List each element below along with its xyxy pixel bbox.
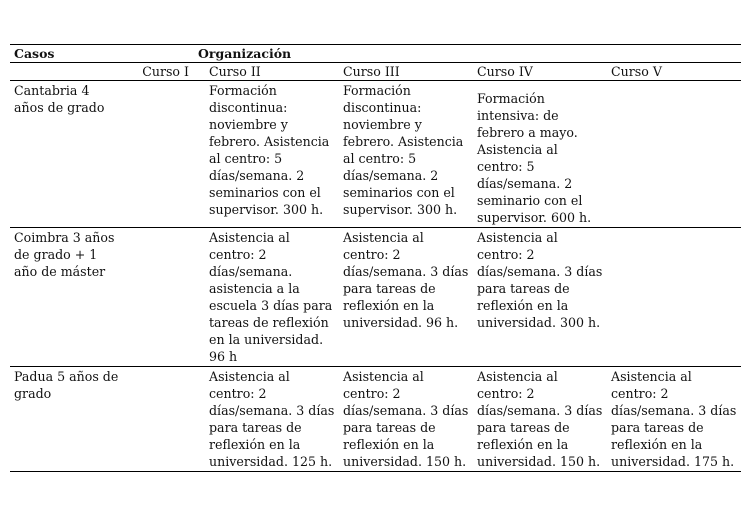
table-subheader-row [10, 63, 741, 81]
course-cell: Asistencia al centro: 2 días/semana. 3 días para tareas de reflexión en la universidad. 150 h. [473, 367, 607, 472]
course-cell [607, 81, 741, 228]
case-cell: Cantabria 4 años de grado [10, 81, 122, 228]
organization-table-container [10, 44, 741, 472]
course-cell: Asistencia al centro: 2 días/semana. 3 días para tareas de reflexión en la universidad. 125 h. [205, 367, 339, 472]
course-cell [607, 228, 741, 367]
case-cell: Padua 5 años de grado [10, 367, 122, 472]
course-cell: Asistencia al centro: 2 días/semana. 3 días para tareas de reflexión en la universidad. 96 h. [339, 228, 473, 367]
table-row [10, 228, 741, 367]
course-cell [122, 228, 205, 367]
course-cell: Formación discontinua: noviembre y febrero. Asistencia al centro: 5 días/semana. 2 seminarios con el supervisor. 300 h. [339, 81, 473, 228]
course-cell [122, 367, 205, 472]
case-cell: Coimbra 3 años de grado + 1 año de máster [10, 228, 122, 367]
subheader-course-1: Curso I [122, 63, 205, 81]
subheader-course-2: Curso II [205, 63, 339, 81]
header-organization [122, 45, 741, 63]
table-header-row [10, 45, 741, 63]
table-row [10, 367, 741, 472]
table-row [10, 81, 741, 228]
course-cell: Asistencia al centro: 2 días/semana. 3 días para tareas de reflexión en la universidad. 175 h. [607, 367, 741, 472]
subheader-course-4: Curso IV [473, 63, 607, 81]
organization-table [10, 44, 741, 472]
course-cell: Asistencia al centro: 2 días/semana. 3 días para tareas de reflexión en la universidad. 150 h. [339, 367, 473, 472]
subheader-course-3: Curso III [339, 63, 473, 81]
course-cell: Asistencia al centro: 2 días/semana. asistencia a la escuela 3 días para tareas de reflexión en la universidad. 96 h [205, 228, 339, 367]
course-cell: Formación intensiva: de febrero a mayo. Asistencia al centro: 5 días/semana. 2 seminario con el supervisor. 600 h. [473, 81, 607, 228]
course-cell [122, 81, 205, 228]
course-cell: Formación discontinua: noviembre y febrero. Asistencia al centro: 5 días/semana. 2 seminarios con el supervisor. 300 h. [205, 81, 339, 228]
subheader-empty [10, 63, 122, 81]
header-cases: Casos [10, 45, 122, 63]
course-cell: Asistencia al centro: 2 días/semana. 3 días para tareas de reflexión en la universidad. 300 h. [473, 228, 607, 367]
header-organization-label: Organización [198, 46, 292, 61]
subheader-course-5: Curso V [607, 63, 741, 81]
